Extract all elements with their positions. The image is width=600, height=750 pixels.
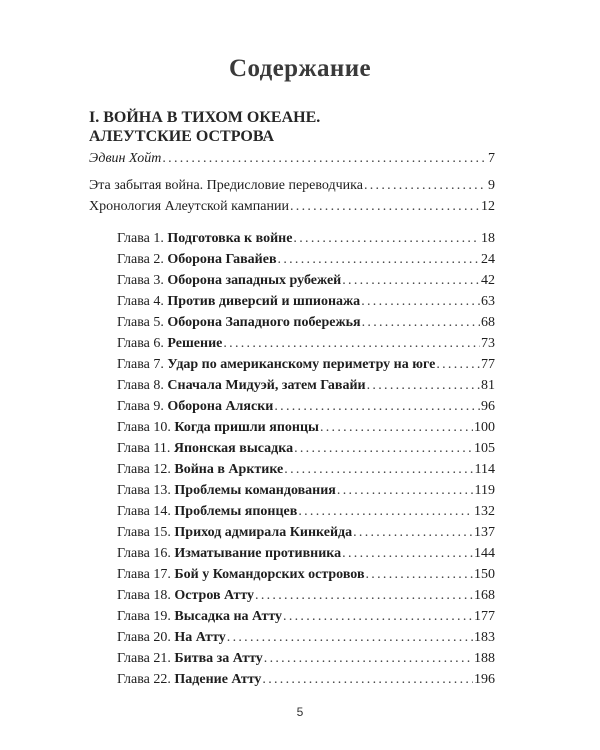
chapter-title: Японская высадка bbox=[173, 441, 294, 456]
dot-leader bbox=[293, 228, 480, 249]
section-heading-line-1: I. ВОЙНА В ТИХОМ ОКЕАНЕ. bbox=[89, 109, 321, 126]
dot-leader bbox=[364, 175, 486, 196]
chapter-number: Глава 19. bbox=[117, 609, 171, 624]
chapter-page: 81 bbox=[481, 378, 495, 393]
dot-leader bbox=[264, 648, 473, 669]
toc-entry-chronology[interactable] bbox=[89, 196, 495, 217]
chapter-number: Глава 16. bbox=[117, 546, 171, 561]
toc-entry-chapter[interactable] bbox=[89, 627, 495, 648]
dot-leader bbox=[361, 291, 480, 312]
chapter-number: Глава 14. bbox=[117, 504, 171, 519]
chapter-title: Удар по американскому периметру на юге bbox=[167, 357, 436, 372]
chapter-page: 132 bbox=[474, 504, 495, 519]
toc-entry-label: Хронология Алеутской кампании bbox=[89, 199, 289, 214]
chapter-number: Глава 4. bbox=[117, 294, 164, 309]
dot-leader bbox=[294, 438, 473, 459]
toc-entry-chapter[interactable] bbox=[89, 669, 495, 690]
dot-leader bbox=[320, 417, 473, 438]
toc-entry-label: Эдвин Хойт bbox=[89, 151, 162, 166]
toc-entry-label: Эта забытая война. Предисловие переводчика bbox=[89, 178, 363, 193]
toc-entry-chapter[interactable] bbox=[89, 270, 495, 291]
toc-entry-chapter[interactable] bbox=[89, 648, 495, 669]
chapter-number: Глава 17. bbox=[117, 567, 171, 582]
chapter-title: Проблемы японцев bbox=[174, 504, 298, 519]
chapter-title: Бой у Командорских островов bbox=[174, 567, 365, 582]
chapter-title: Сначала Мидуэй, затем Гавайи bbox=[167, 378, 366, 393]
dot-leader bbox=[298, 501, 473, 522]
dot-leader bbox=[255, 585, 473, 606]
chapter-number: Глава 22. bbox=[117, 672, 171, 687]
chapter-title: Когда пришли японцы bbox=[174, 420, 319, 435]
toc-entry-chapter[interactable] bbox=[89, 480, 495, 501]
section-heading-line-2: АЛЕУТСКИЕ ОСТРОВА bbox=[89, 128, 275, 145]
dot-leader bbox=[162, 148, 486, 169]
chapter-page: 119 bbox=[474, 483, 495, 498]
chapter-page: 114 bbox=[474, 462, 495, 477]
toc-entry-chapter[interactable] bbox=[89, 375, 495, 396]
chapter-number: Глава 3. bbox=[117, 273, 164, 288]
dot-leader bbox=[274, 396, 480, 417]
toc-entry-chapter[interactable] bbox=[89, 354, 495, 375]
dot-leader bbox=[362, 312, 480, 333]
chapter-title: Против диверсий и шпионажа bbox=[167, 294, 361, 309]
chapter-title: Оборона Аляски bbox=[167, 399, 274, 414]
toc-entry-chapter[interactable] bbox=[89, 564, 495, 585]
section-heading bbox=[89, 108, 320, 146]
dot-leader bbox=[436, 354, 480, 375]
table-of-contents bbox=[89, 148, 495, 690]
chapter-number: Глава 13. bbox=[117, 483, 171, 498]
chapter-number: Глава 12. bbox=[117, 462, 171, 477]
toc-entry-chapter[interactable] bbox=[89, 396, 495, 417]
dot-leader bbox=[366, 564, 474, 585]
toc-entry-chapter[interactable] bbox=[89, 228, 495, 249]
chapter-title: На Атту bbox=[174, 630, 226, 645]
chapter-page: 137 bbox=[474, 525, 495, 540]
dot-leader bbox=[367, 375, 480, 396]
dot-leader bbox=[278, 249, 480, 270]
toc-entry-chapter[interactable] bbox=[89, 606, 495, 627]
chapter-page: 24 bbox=[481, 252, 495, 267]
chapter-page: 96 bbox=[481, 399, 495, 414]
chapter-number: Глава 15. bbox=[117, 525, 171, 540]
toc-entry-chapter[interactable] bbox=[89, 312, 495, 333]
chapter-title: Оборона Западного побережья bbox=[167, 315, 361, 330]
chapter-number: Глава 8. bbox=[117, 378, 164, 393]
chapter-number: Глава 11. bbox=[117, 441, 171, 456]
chapter-title: Подготовка к войне bbox=[167, 231, 293, 246]
chapter-page: 183 bbox=[474, 630, 495, 645]
chapter-title: Падение Атту bbox=[174, 672, 262, 687]
toc-entry-chapter[interactable] bbox=[89, 417, 495, 438]
toc-entry-page: 9 bbox=[488, 178, 495, 193]
toc-entry-preface[interactable] bbox=[89, 175, 495, 196]
dot-leader bbox=[290, 196, 480, 217]
toc-entry-chapter[interactable] bbox=[89, 543, 495, 564]
toc-entry-author[interactable] bbox=[89, 148, 495, 169]
toc-entry-page: 12 bbox=[481, 199, 495, 214]
toc-entry-chapter[interactable] bbox=[89, 291, 495, 312]
toc-entry-chapter[interactable] bbox=[89, 501, 495, 522]
chapter-number: Глава 21. bbox=[117, 651, 171, 666]
dot-leader bbox=[284, 459, 473, 480]
chapter-number: Глава 2. bbox=[117, 252, 164, 267]
chapter-page: 42 bbox=[481, 273, 495, 288]
chapter-title: Оборона Гавайев bbox=[167, 252, 277, 267]
chapter-number: Глава 20. bbox=[117, 630, 171, 645]
dot-leader bbox=[342, 543, 473, 564]
dot-leader bbox=[342, 270, 480, 291]
chapter-title: Битва за Атту bbox=[174, 651, 263, 666]
chapter-title: Остров Атту bbox=[174, 588, 255, 603]
dot-leader bbox=[223, 333, 480, 354]
toc-entry-chapter[interactable] bbox=[89, 333, 495, 354]
chapter-number: Глава 9. bbox=[117, 399, 164, 414]
chapter-title: Приход адмирала Кинкейда bbox=[174, 525, 353, 540]
dot-leader bbox=[283, 606, 473, 627]
chapter-page: 144 bbox=[474, 546, 495, 561]
page-number: 5 bbox=[296, 705, 304, 719]
chapter-page: 188 bbox=[474, 651, 495, 666]
dot-leader bbox=[353, 522, 473, 543]
chapter-page: 100 bbox=[474, 420, 495, 435]
chapter-number: Глава 1. bbox=[117, 231, 164, 246]
chapter-title: Высадка на Атту bbox=[174, 609, 283, 624]
dot-leader bbox=[227, 627, 473, 648]
toc-entry-chapter[interactable] bbox=[89, 522, 495, 543]
chapter-title: Проблемы командования bbox=[174, 483, 336, 498]
chapter-page: 77 bbox=[481, 357, 495, 372]
chapter-page: 150 bbox=[474, 567, 495, 582]
chapter-number: Глава 10. bbox=[117, 420, 171, 435]
chapter-title: Решение bbox=[167, 336, 223, 351]
chapter-page: 73 bbox=[481, 336, 495, 351]
chapter-page: 18 bbox=[481, 231, 495, 246]
chapter-title: Война в Арктике bbox=[174, 462, 284, 477]
toc-entry-chapter[interactable] bbox=[89, 249, 495, 270]
page-title: Содержание bbox=[228, 55, 371, 82]
dot-leader bbox=[262, 669, 473, 690]
chapter-page: 177 bbox=[474, 609, 495, 624]
chapter-page: 168 bbox=[474, 588, 495, 603]
toc-entry-page: 7 bbox=[488, 151, 495, 166]
chapter-page: 196 bbox=[474, 672, 495, 687]
chapter-title: Изматывание противника bbox=[174, 546, 342, 561]
toc-entry-chapter[interactable] bbox=[89, 459, 495, 480]
chapter-number: Глава 5. bbox=[117, 315, 164, 330]
chapter-number: Глава 18. bbox=[117, 588, 171, 603]
chapter-number: Глава 6. bbox=[117, 336, 164, 351]
chapter-number: Глава 7. bbox=[117, 357, 164, 372]
toc-entry-chapter[interactable] bbox=[89, 438, 495, 459]
chapter-page: 68 bbox=[481, 315, 495, 330]
chapter-title: Оборона западных рубежей bbox=[167, 273, 342, 288]
chapter-page: 63 bbox=[481, 294, 495, 309]
chapter-page: 105 bbox=[474, 441, 495, 456]
dot-leader bbox=[337, 480, 474, 501]
toc-entry-chapter[interactable] bbox=[89, 585, 495, 606]
